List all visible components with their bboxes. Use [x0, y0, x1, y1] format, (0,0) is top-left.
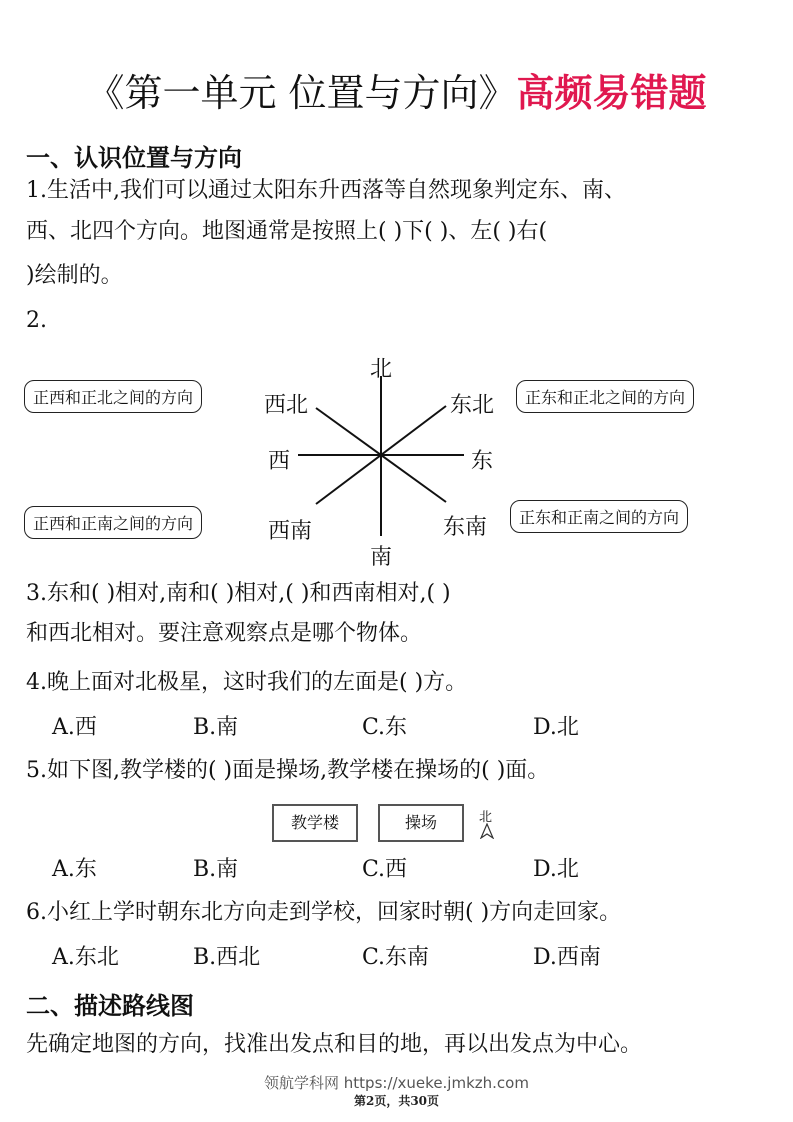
q6-option-a: A.东北	[52, 945, 119, 970]
section2-text: 先确定地图的方向，找准出发点和目的地，再以出发点为中心。	[26, 1032, 643, 1057]
q4-stem: 4.晚上面对北极星，这时我们的左面是( )方。	[26, 670, 468, 695]
q5-option-c: C.西	[362, 857, 408, 882]
building-box: 教学楼	[272, 804, 358, 842]
footer-site: 领航学科网 https://xueke.jmkzh.com	[264, 1074, 529, 1092]
label-east: 东	[471, 449, 494, 474]
bubble-southeast: 正东和正南之间的方向	[510, 500, 688, 533]
q2-number: 2.	[26, 308, 47, 333]
q5-option-d: D.北	[533, 857, 579, 882]
bubble-southwest: 正西和正南之间的方向	[24, 506, 202, 539]
q6-stem: 6.小红上学时朝东北方向走到学校，回家时朝( )方向走回家。	[26, 900, 622, 925]
q3-line2: 和西北相对。要注意观察点是哪个物体。	[26, 621, 423, 646]
q6-option-c: C.东南	[362, 945, 430, 970]
q1-line2: 西、北四个方向。地图通常是按照上( )下( )、左( )右(	[26, 219, 548, 244]
q6-option-b: B.西北	[193, 945, 261, 970]
north-mark-label: 北	[479, 810, 493, 825]
label-southwest: 西南	[268, 519, 313, 544]
label-north: 北	[370, 357, 393, 382]
label-south: 南	[370, 545, 393, 570]
q6-option-d: D.西南	[533, 945, 601, 970]
q4-option-b: B.南	[193, 715, 239, 740]
north-arrow-icon	[479, 823, 495, 839]
label-southeast: 东南	[443, 515, 488, 540]
label-northeast: 东北	[450, 393, 495, 418]
q4-option-c: C.东	[362, 715, 408, 740]
title-highlight: 高频易错题	[516, 71, 707, 115]
q5-stem: 5.如下图,教学楼的( )面是操场,教学楼在操场的( )面。	[26, 758, 550, 783]
label-west: 西	[268, 449, 291, 474]
q4-option-a: A.西	[52, 715, 97, 740]
q5-option-a: A.东	[52, 857, 97, 882]
q4-option-d: D.北	[533, 715, 579, 740]
q1-line1: 1.生活中,我们可以通过太阳东升西落等自然现象判定东、南、	[26, 178, 626, 203]
q5-option-b: B.南	[193, 857, 239, 882]
section1-heading: 一、认识位置与方向	[26, 144, 242, 172]
q1-line3: )绘制的。	[26, 263, 123, 288]
bubble-northeast: 正东和正北之间的方向	[516, 380, 694, 413]
label-northwest: 西北	[264, 393, 309, 418]
page-title	[0, 62, 793, 117]
footer-page-number: 第2页，共30页	[353, 1094, 440, 1108]
q3-line1: 3.东和( )相对,南和( )相对,( )和西南相对,( )	[26, 581, 451, 606]
bubble-northwest: 正西和正北之间的方向	[24, 380, 202, 413]
section2-heading: 二、描述路线图	[26, 992, 194, 1020]
title-main: 《第一单元 位置与方向》	[86, 71, 517, 115]
playground-box: 操场	[378, 804, 464, 842]
